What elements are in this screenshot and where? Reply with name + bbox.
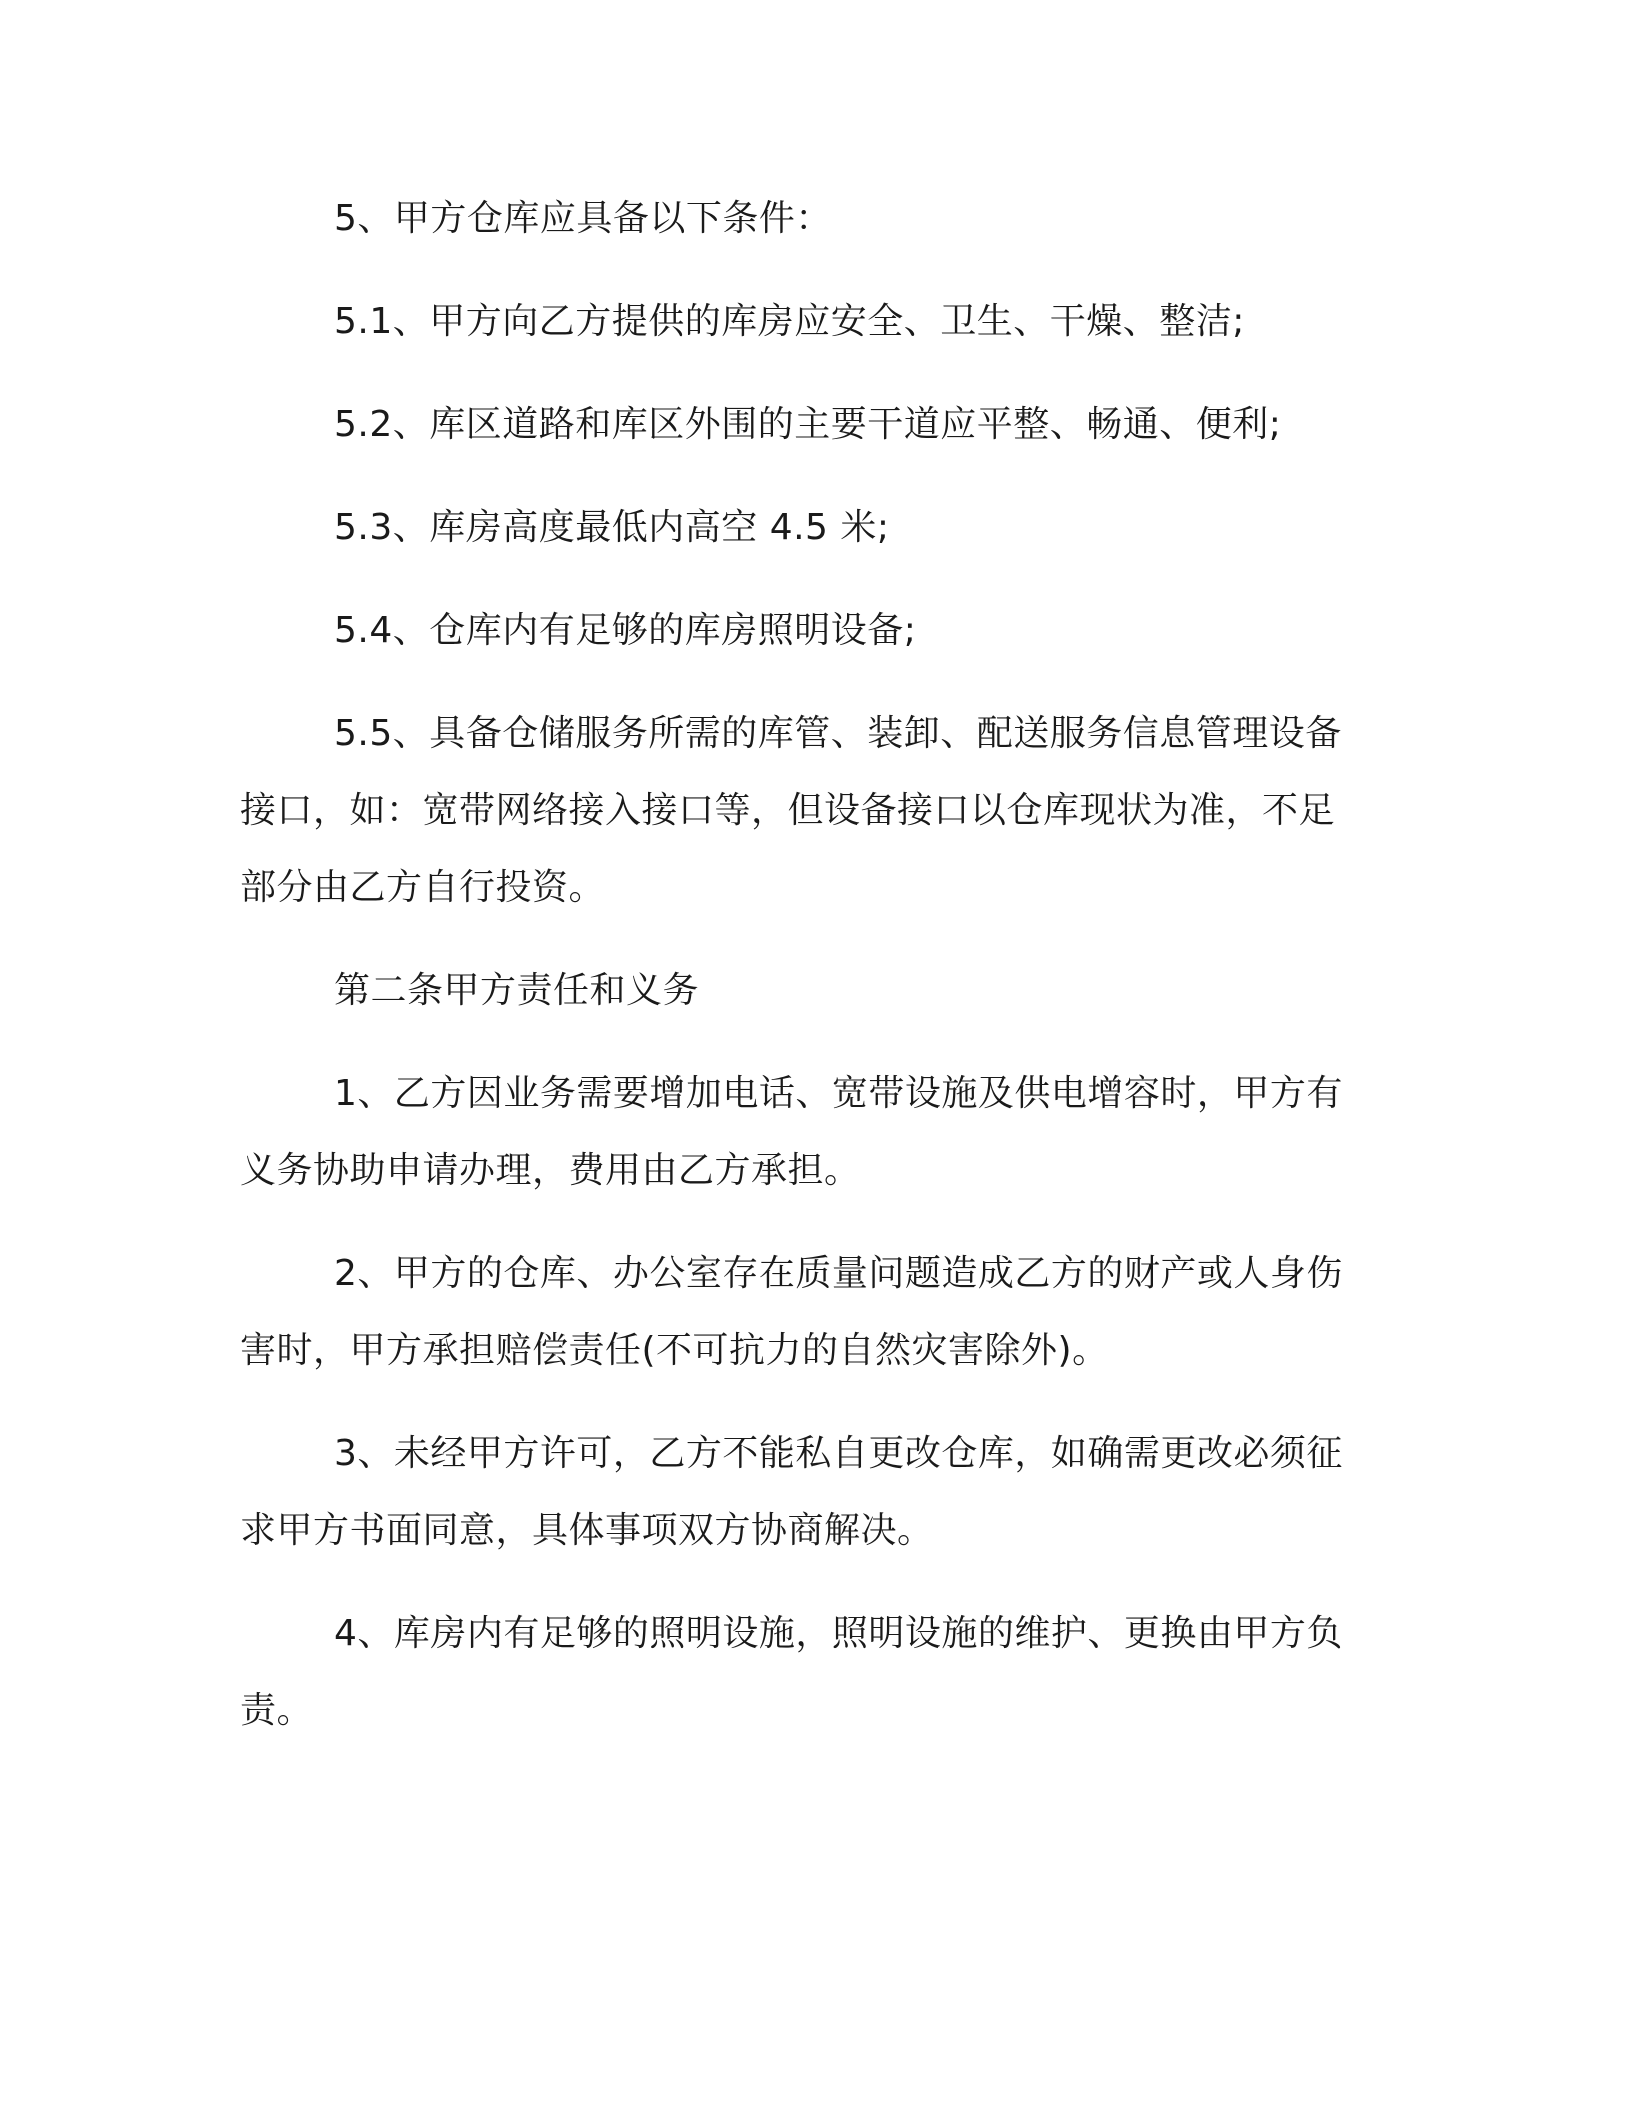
paragraph-5-1: 5.1、甲方向乙方提供的库房应安全、卫生、干燥、整洁; xyxy=(334,301,1245,342)
paragraph-5-4: 5.4、仓库内有足够的库房照明设备; xyxy=(334,610,917,651)
paragraph-5-5: 5.5、具备仓储服务所需的库管、装卸、配送服务信息管理设备接口，如：宽带网络接入接口等，但设备接口以仓库现状为准，不足部分由乙方自行投资。 xyxy=(240,713,1342,908)
paragraph-article-2-item-1: 1、乙方因业务需要增加电话、宽带设施及供电增容时，甲方有义务协助申请办理，费用由乙方承担。 xyxy=(240,1073,1343,1191)
paragraph-article-2-item-4: 4、库房内有足够的照明设施，照明设施的维护、更换由甲方负责。 xyxy=(240,1613,1343,1731)
paragraph-5-3: 5.3、库房高度最低内高空 4.5 米; xyxy=(334,507,890,548)
paragraph-5-2: 5.2、库区道路和库区外围的主要干道应平整、畅通、便利; xyxy=(334,404,1282,445)
section-heading-article-2: 第二条甲方责任和义务 xyxy=(334,970,700,1011)
paragraph-article-2-item-3: 3、未经甲方许可，乙方不能私自更改仓库，如确需更改必须征求甲方书面同意，具体事项双方协商解决。 xyxy=(240,1433,1343,1551)
paragraph-article-2-item-2: 2、甲方的仓库、办公室存在质量问题造成乙方的财产或人身伤害时，甲方承担赔偿责任(不可抗力的自然灾害除外)。 xyxy=(240,1253,1343,1371)
paragraph-5: 5、甲方仓库应具备以下条件： xyxy=(334,198,832,239)
